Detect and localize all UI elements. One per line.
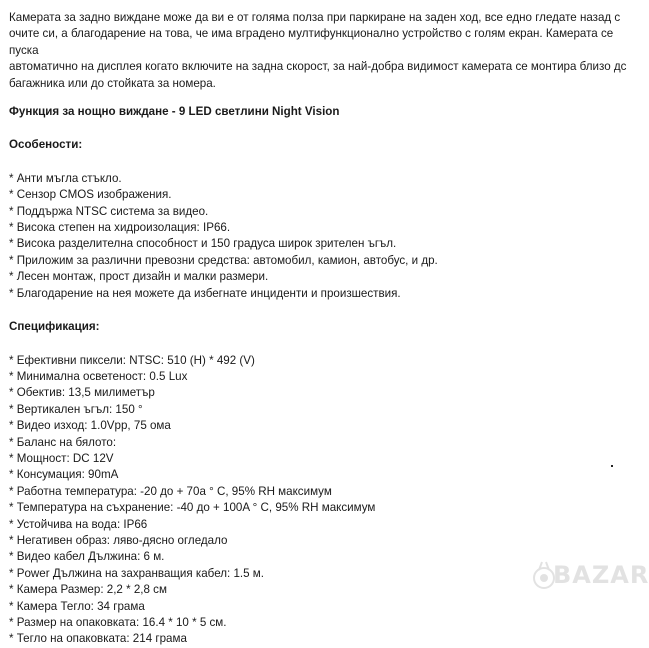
night-vision-heading: Функция за нощно виждане - 9 LED светлини Night Vision: [9, 105, 340, 119]
list-item: * Размер на опаковката: 16.4 * 10 * 5 см.: [9, 616, 227, 629]
document: [9, 10, 631, 648]
specs-heading: Спецификация:: [9, 320, 100, 334]
list-item: * Power Дължина на захранващия кабел: 1.5 м.: [9, 566, 264, 580]
list-item: * Консумация: 90mA: [9, 468, 119, 482]
features-heading: Особености:: [9, 138, 83, 152]
list-item: * Ефективни пиксели: NTSC: 510 (H) * 492 (V): [9, 353, 255, 367]
list-item: * Видео изход: 1.0Vpp, 75 ома: [9, 419, 171, 433]
intro-line: Камерата за задно виждане може да ви е от голяма полза при паркиране на заден ход, все едно гледате назад с: [9, 11, 621, 24]
intro-line: багажника или до стойката за номера.: [9, 76, 216, 90]
list-item: * Висока степен на хидроизолация: IP66.: [9, 221, 231, 235]
list-item: * Минимална осветеност: 0.5 Lux: [9, 369, 188, 383]
list-item: * Видео кабел Дължина: 6 м.: [9, 550, 165, 564]
list-item: * Негативен образ: ляво-дясно огледало: [9, 533, 228, 547]
list-item: * Поддържа NTSC система за видео.: [9, 204, 209, 218]
list-item: * Баланс на бялото:: [9, 435, 117, 449]
list-item: * Анти мъгла стъкло.: [9, 171, 122, 185]
intro-line: автоматично на дисплея когато включите на задна скорост, за най-добра видимост камерата се монтира близо дс: [9, 60, 627, 74]
list-item: * Сензор CMOS изображения.: [9, 188, 172, 202]
list-item: * Приложим за различни превозни средства: автомобил, камион, автобус, и др.: [9, 253, 438, 267]
intro-paragraph: [9, 10, 631, 92]
list-item: * Работна температура: -20 до + 70a ° C, 95% RH максимум: [9, 484, 332, 498]
watermark-text: BAZAR: [553, 561, 649, 589]
stray-dot: [611, 465, 613, 467]
list-item: * Висока разделителна способност и 150 градуса широк зрителен ъгъл.: [9, 237, 397, 251]
list-item: * Обектив: 13,5 милиметър: [9, 386, 155, 400]
bazar-watermark: [531, 556, 649, 596]
list-item: * Тегло на опаковката: 214 грама: [9, 632, 187, 646]
specs-list: [9, 353, 631, 648]
list-item: * Мощност: DC 12V: [9, 451, 114, 465]
list-item: * Устойчива на вода: IP66: [9, 517, 148, 531]
list-item: * Вертикален ъгъл: 150 °: [9, 402, 143, 416]
list-item: * Температура на съхранение: -40 до + 100A ° C, 95% RH максимум: [9, 501, 376, 515]
features-list: [9, 171, 631, 302]
list-item: * Камера Размер: 2,2 * 2,8 см: [9, 583, 167, 597]
list-item: * Благодарение на нея можете да избегнате инциденти и произшествия.: [9, 286, 401, 300]
intro-line: очите си, а благодарение на това, че има вградено мултифункционално устройство с голям екран. Камерата се пуска: [9, 27, 614, 57]
list-item: * Лесен монтаж, прост дизайн и малки размери.: [9, 270, 269, 284]
list-item: * Камера Тегло: 34 грама: [9, 599, 145, 613]
